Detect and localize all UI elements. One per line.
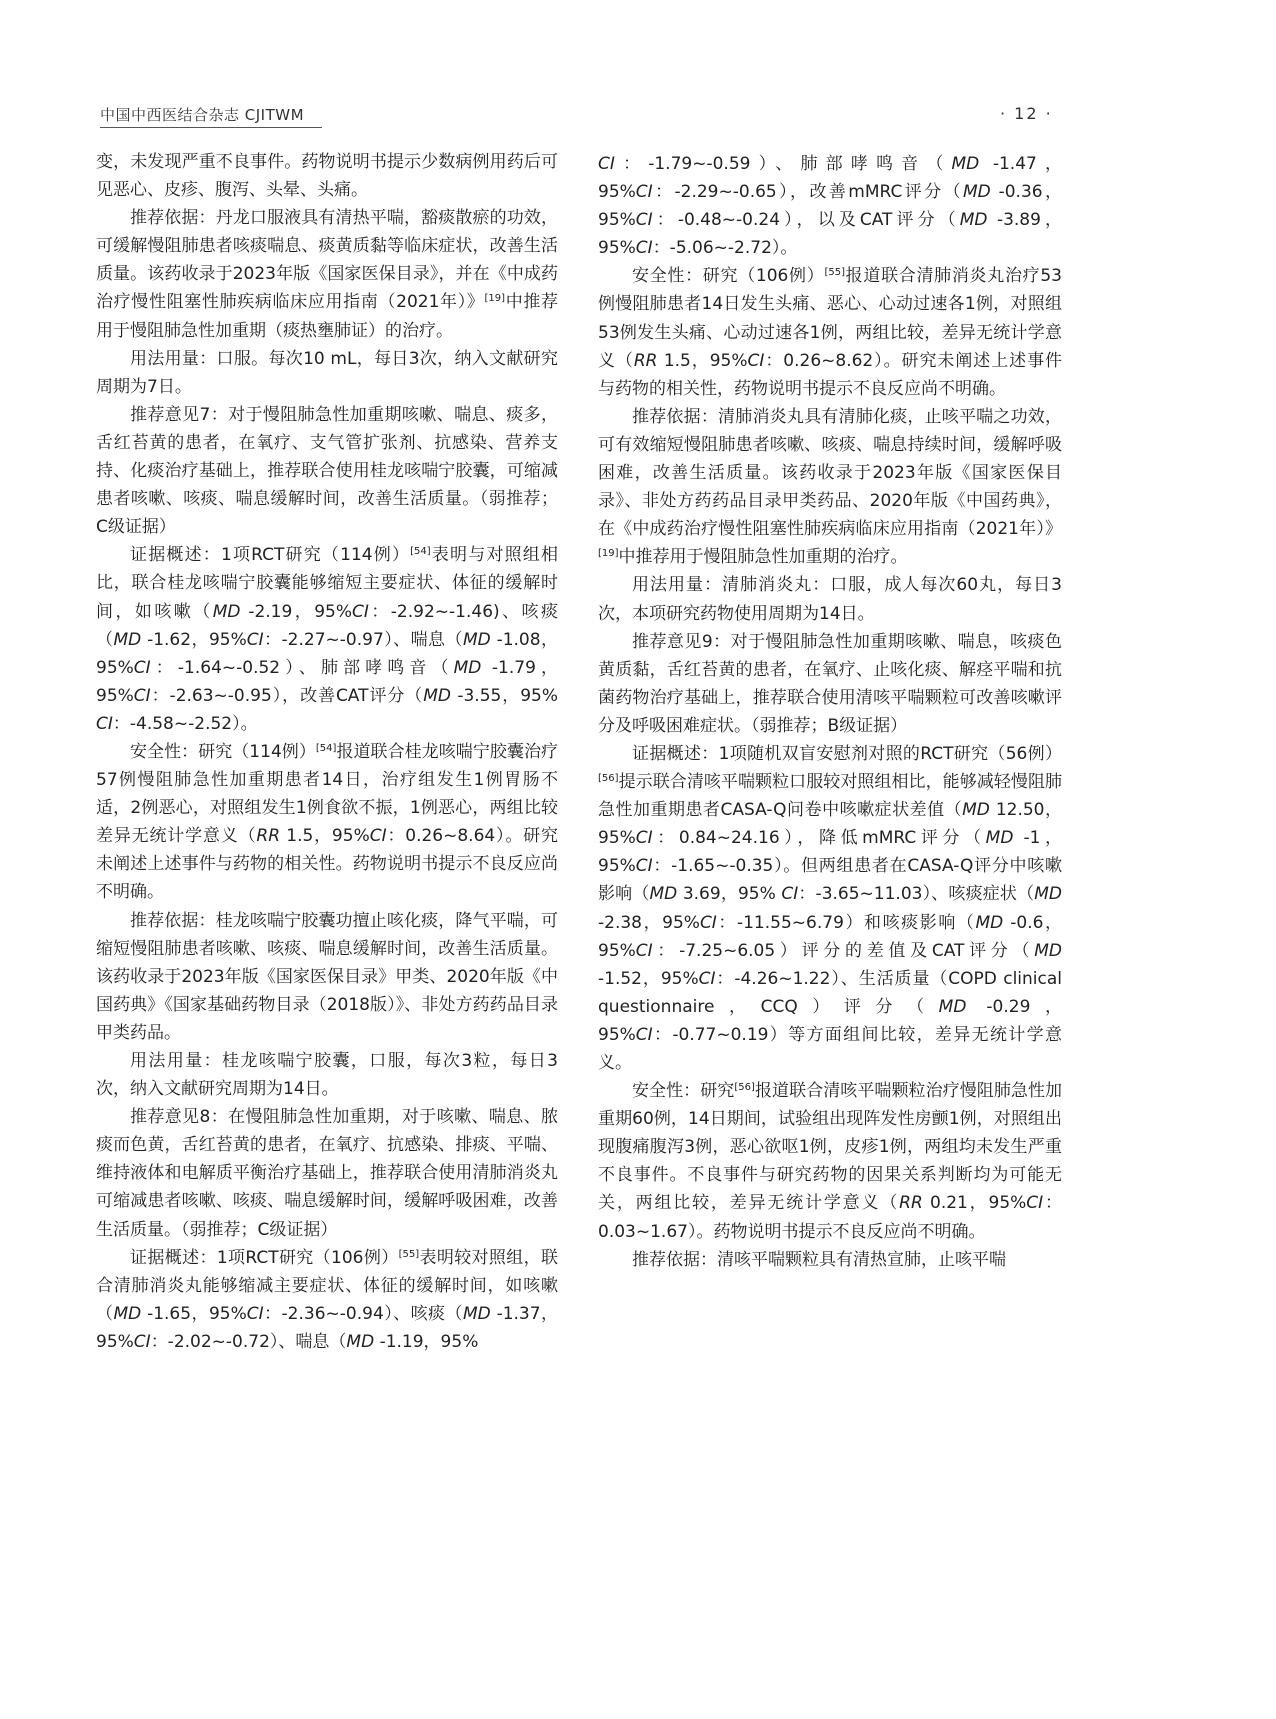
citation-ref: [56]	[598, 773, 619, 785]
text-run: ：0.03~1.67）。药物说明书提示不良反应尚不明确。	[598, 1193, 1063, 1242]
stat-symbol: MD	[462, 629, 491, 650]
paragraph	[598, 740, 1062, 1077]
stat-symbol: MD	[462, 1303, 491, 1324]
text-run: -1.47，95%	[598, 154, 1062, 203]
paragraph: 用法用量：清肺消炎丸：口服，成人每次60丸，每日3次，本项研究药物使用周期为14日。	[598, 575, 1062, 624]
text-run: -2.19，95%	[240, 601, 352, 622]
stat-symbol: CI	[635, 238, 653, 259]
stat-symbol: CI	[781, 884, 799, 905]
citation-ref: [56]	[734, 1082, 755, 1094]
stat-symbol: MD	[1034, 884, 1062, 905]
citation-ref: [54]	[410, 546, 431, 558]
text-run: ：-2.63~-0.95），改善CAT评分（	[150, 685, 424, 706]
stat-symbol: CI	[96, 713, 113, 734]
stat-symbol: MD	[962, 800, 990, 821]
stat-symbol: MD	[212, 601, 241, 622]
stat-symbol: CI	[133, 657, 151, 678]
page-number: · 12 ·	[1000, 104, 1053, 123]
text-run: 表明较对照组，联合清肺消炎丸能够缩减主要症状、体征的缓解时间，如咳嗽（	[96, 1247, 559, 1324]
stat-symbol: CI	[133, 685, 151, 706]
stat-symbol: MD	[975, 912, 1004, 933]
citation-ref: [19]	[484, 293, 506, 305]
text-run: 3.69，95%	[677, 884, 782, 905]
paragraph	[598, 1077, 1062, 1246]
paragraph	[96, 738, 558, 907]
text-run: -3.55，95%	[451, 685, 558, 706]
citation-ref: [19]	[598, 548, 619, 560]
citation-ref: [55]	[824, 267, 845, 279]
text-run: 中推荐用于慢阻肺急性加重期的治疗。	[618, 547, 908, 568]
stat-symbol: CI	[133, 1331, 151, 1352]
stat-symbol: CI	[698, 968, 716, 989]
text-run: ：-3.65~11.03）、咳痰症状（	[798, 884, 1035, 905]
stat-symbol: CI	[635, 828, 653, 849]
paragraph	[598, 403, 1062, 572]
paragraph	[96, 541, 558, 738]
text-run: ：-7.25~6.05）评分的差值及CAT评分（	[652, 940, 1035, 961]
stat-symbol: MD	[113, 1303, 142, 1324]
stat-symbol: CI	[352, 601, 369, 622]
text-run: -1，95%	[598, 828, 1063, 877]
stat-symbol: MD	[1034, 940, 1062, 961]
text-run: -1.62，95%	[141, 629, 247, 650]
stat-symbol: RR	[899, 1193, 923, 1214]
text-run: ：-4.26~1.22）、生活质量（COPD clinical questionnaire，CCQ）评分（	[598, 968, 1062, 1017]
stat-symbol: RR	[256, 826, 281, 847]
paragraph: 推荐意见9：对于慢阻肺急性加重期咳嗽、喘息，咳痰色黄质黏，舌红苔黄的患者，在氧疗、止咳化痰、解痉平喘和抗菌药物治疗基础上，推荐联合使用清咳平喘颗粒可改善咳嗽评分及呼吸困难症状。（弱推荐；B级证据）	[598, 631, 1062, 736]
text-run: -3.89，95%	[598, 210, 1063, 259]
stat-symbol: CI	[246, 629, 264, 650]
paragraph: 推荐依据：清咳平喘颗粒具有清热宣肺，止咳平喘	[632, 1249, 1006, 1270]
text-run: ：0.26~8.62）。研究未阐述上述事件与药物的相关性，药物说明书提示不良反应尚不明确。	[598, 350, 1062, 399]
paragraph: 用法用量：桂龙咳喘宁胶囊，口服，每次3粒，每日3次，纳入文献研究周期为14日。	[96, 1051, 558, 1100]
text-run: 表明与对照组相比，联合桂龙咳喘宁胶囊能够缩短主要症状、体征的缓解时间，如咳嗽（	[96, 545, 558, 622]
text-run: ：-2.92~-1.46)、咳痰（	[96, 601, 558, 650]
paragraph: 推荐意见8：在慢阻肺急性加重期，对于咳嗽、喘息、脓痰而色黄，舌红苔黄的患者，在氧疗、抗感染、排痰、平喘、维持液体和电解质平衡治疗基础上，推荐联合使用清肺消炎丸可缩减患者咳嗽、咳痰、喘息缓解时间，缓解呼吸困难，改善生活质量。（弱推荐；C级证据）	[96, 1107, 558, 1240]
text-run: 1.5，95%	[280, 826, 370, 847]
stat-symbol: MD	[649, 884, 678, 905]
text-run: ：-4.58~-2.52）。	[112, 713, 258, 734]
text-run: 报道联合清肺消炎丸治疗53例慢阻肺患者14日发生头痛、恶心、心动过速各1例，对照组53例发生头痛、心动过速各1例，两组比较，差异无统计学意义（	[598, 266, 1062, 371]
stat-symbol: CI	[635, 856, 653, 877]
stat-symbol: CI	[699, 912, 717, 933]
stat-symbol: MD	[453, 657, 482, 678]
stat-symbol: CI	[1026, 1193, 1044, 1214]
text-run: 推荐依据：清肺消炎丸具有清肺化痰，止咳平喘之功效，可有效缩短慢阻肺患者咳嗽、咳痰、喘息持续时间，缓解呼吸困难，改善生活质量。该药收录于2023年版《国家医保目录》、非处方药药品目录甲类药品、2020年版《中国药典》，在《中成药治疗慢性阻塞性肺疾病临床应用指南（2021年）》	[598, 406, 1062, 540]
text-run: ：-2.36~-0.94）、咳痰（	[263, 1303, 463, 1324]
text-run: -1.19，95%	[374, 1331, 479, 1352]
text-run: ：-11.55~6.79）和咳痰影响（	[716, 912, 976, 933]
stat-symbol: MD	[423, 685, 452, 706]
text-run: 中推荐用于慢阻肺急性加重期（痰热壅肺证）的治疗。	[96, 292, 559, 341]
text-run: -1.79，95%	[96, 657, 559, 706]
stat-symbol: CI	[635, 940, 653, 961]
stat-symbol: CI	[369, 826, 387, 847]
text-run: 证据概述：1项随机双盲安慰剂对照的RCT研究（56例）	[632, 743, 1062, 764]
paragraph: 变，未发现严重不良事件。药物说明书提示少数病例用药后可见恶心、皮疹、腹泻、头晕、头痛。	[96, 152, 558, 201]
stat-symbol: MD	[113, 629, 142, 650]
paragraph	[598, 150, 1062, 262]
text-run: -1.65，95%	[141, 1303, 247, 1324]
stat-symbol: CI	[598, 154, 615, 174]
text-run: 12.50，95%	[598, 800, 1062, 849]
text-run: ：-2.02~-0.72）、喘息（	[150, 1331, 347, 1352]
stat-symbol: MD	[346, 1331, 375, 1352]
text-run: -1.08，95%	[96, 629, 559, 678]
text-run: ：-2.29~-0.65），改善mMRC评分（	[652, 182, 964, 203]
paragraph	[96, 1244, 558, 1356]
text-run: ：-0.77~0.19）等方面组间比较，差异无统计学意义。	[598, 1024, 1062, 1073]
stat-symbol: MD	[985, 828, 1014, 849]
text-run: 安全性：研究（106例）	[632, 266, 825, 287]
text-run: 安全性：研究（114例）	[130, 741, 316, 762]
right-column	[598, 150, 1062, 1274]
text-run: 报道联合桂龙咳喘宁胶囊治疗57例慢阻肺急性加重期患者14日，治疗组发生1例胃肠不适，2例恶心，对照组发生1例食欲不振，1例恶心，两组比较差异无统计学意义（	[96, 741, 558, 847]
text-run: 报道联合清咳平喘颗粒治疗慢阻肺急性加重期60例，14日期间，试验组出现阵发性房颤1例，对照组出现腹痛腹泻3例，恶心欲呕1例，皮疹1例，两组均未发生严重不良事件。不良事件与研究药物的因果关系判断均为可能无关，两组比较，差异无统计学意义（	[598, 1081, 1063, 1214]
text-run: ：-1.64~-0.52）、肺部哮鸣音（	[150, 657, 454, 678]
text-run: 0.21，95%	[922, 1193, 1027, 1214]
stat-symbol: MD	[938, 996, 967, 1017]
text-run: 证据概述：1项RCT研究（114例）	[130, 545, 411, 566]
stat-symbol: CI	[635, 210, 653, 231]
text-run: ：0.26~8.64）。研究未阐述上述事件与药物的相关性。药物说明书提示不良反应尚不明确。	[96, 826, 559, 903]
stat-symbol: CI	[246, 1303, 264, 1324]
paragraph: 推荐意见7：对于慢阻肺急性加重期咳嗽、喘息、痰多，舌红苔黄的患者，在氧疗、支气管扩张剂、抗感染、营养支持、化痰治疗基础上，推荐联合使用桂龙咳喘宁胶囊，可缩减患者咳嗽、咳痰、喘息缓解时间，改善生活质量。（弱推荐；C级证据）	[96, 404, 558, 538]
text-run: -2.38，95%	[598, 912, 700, 933]
paragraph	[598, 262, 1062, 402]
text-run: ：-5.06~-2.72）。	[652, 238, 798, 259]
text-run: 安全性：研究	[632, 1081, 735, 1102]
text-run: ：-1.79~-0.59）、肺部哮鸣音（	[614, 154, 952, 174]
paragraph: 推荐依据：桂龙咳喘宁胶囊功擅止咳化痰，降气平喘，可缩短慢阻肺患者咳嗽、咳痰、喘息缓解时间，改善生活质量。该药收录于2023年版《国家医保目录》甲类、2020年版《中国药典》《国家基础药物目录（2018版）》、非处方药药品目录甲类药品。	[96, 910, 558, 1043]
text-run: ：-2.27~-0.97）、喘息（	[263, 629, 463, 650]
journal-title: 中国中西医结合杂志 CJITWM	[100, 106, 305, 124]
text-run: -0.29，95%	[598, 996, 1063, 1045]
stat-symbol: CI	[747, 350, 765, 371]
paragraph: 用法用量：口服。每次10 mL，每日3次，纳入文献研究周期为7日。	[96, 348, 558, 397]
stat-symbol: CI	[635, 1024, 653, 1045]
stat-symbol: CI	[635, 182, 653, 203]
citation-ref: [55]	[398, 1248, 420, 1260]
citation-ref: [54]	[315, 742, 337, 754]
text-run: -1.52，95%	[598, 968, 699, 989]
text-run: 推荐依据：丹龙口服液具有清热平喘，豁痰散瘀的功效，可缓解慢阻肺患者咳痰喘息、痰黄质黏等临床症状，改善生活质量。该药收录于2023年版《国家医保目录》，并在《中成药治疗慢性阻塞性肺疾病临床应用指南（2021年）》	[96, 208, 558, 313]
text-run: -0.36，95%	[598, 182, 1062, 231]
stat-symbol: RR	[633, 350, 658, 371]
stat-symbol: MD	[951, 154, 980, 174]
text-run: ：-1.65~-0.35）。但两组患者在CASA-Q评分中咳嗽影响（	[598, 856, 1062, 905]
text-run: ：-0.48~-0.24），以及CAT评分（	[652, 210, 960, 231]
text-run: 提示联合清咳平喘颗粒口服较对照组相比，能够减轻慢阻肺急性加重期患者CASA-Q问卷中咳嗽症状差值（	[598, 772, 1062, 821]
paragraph	[96, 204, 558, 344]
stat-symbol: MD	[959, 210, 988, 231]
text-run: 证据概述：1项RCT研究（106例）	[130, 1247, 399, 1268]
left-column	[96, 148, 558, 1356]
stat-symbol: MD	[963, 182, 991, 203]
header-divider	[100, 127, 322, 128]
text-run: 1.5，95%	[657, 350, 748, 371]
text-run: ：0.84~24.16），降低mMRC评分（	[652, 828, 986, 849]
text-run: -1.37，95%	[96, 1303, 559, 1352]
text-run: -0.6，95%	[598, 912, 1062, 961]
